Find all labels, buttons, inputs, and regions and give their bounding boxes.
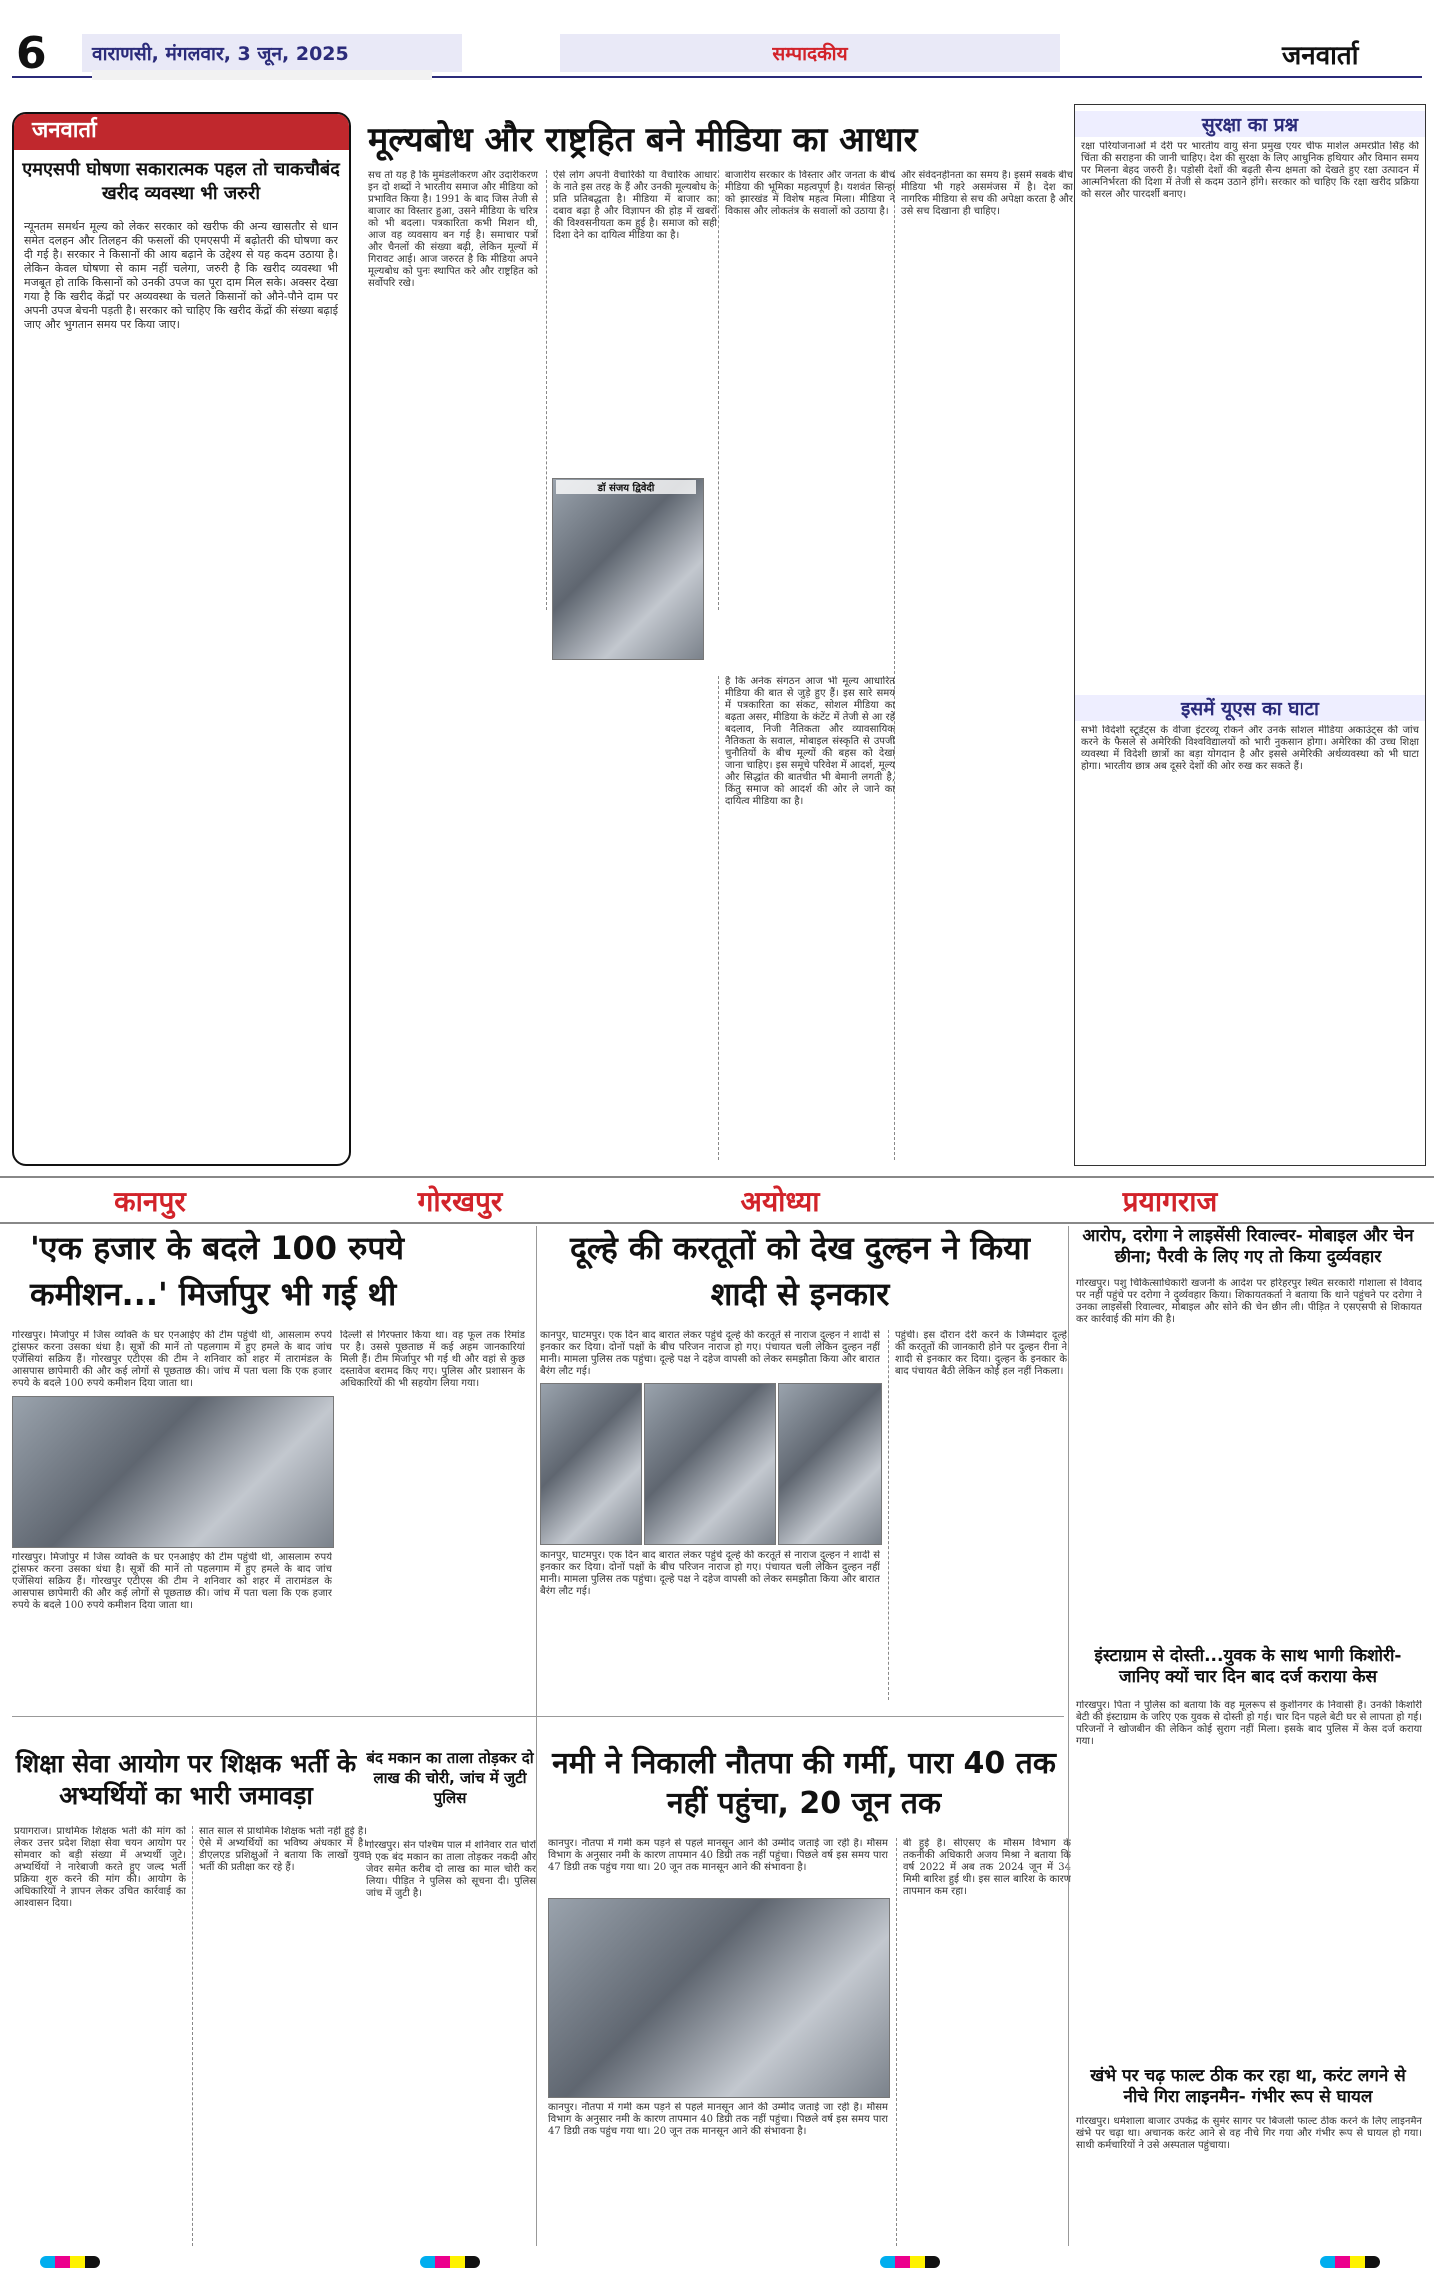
- print-marks-bar: [0, 2254, 1434, 2272]
- instagram-body: गोरखपुर। पिता ने पुलिस को बताया कि वह मूलरूप से कुशीनगर के निवासी हैं। उनकी किशोरी बेटी की इंस्टाग्राम के जरिए एक युवक से दोस्ती हो गई। चार दिन पहले बेटी घर से लापता हो गई। परिजनों ने खोजबीन की लेकिन कोई सुराग नहीं मिला। इसके बाद पुलिस में केस दर्ज कराया गया।: [1076, 1700, 1422, 1747]
- editorial-col-4: और संवेदनहीनता का समय है। इसमें सबके बीच मीडिया भी गहरे असमंजस में है। देश का नागरिक मीडिया से सच की अपेक्षा करता है और उसे सच दिखाना ही चाहिए।: [894, 170, 1073, 1160]
- registration-mark: [1320, 2256, 1380, 2268]
- lower-divider-2: [1068, 1226, 1069, 2246]
- left-box-label: जनवार्ता: [12, 112, 351, 150]
- teacher-body-2: सात साल से प्राथमिक शिक्षक भर्ती नहीं हुई है। ऐसे में अभ्यर्थियों का भविष्य अंधकार में है। डीएलएड प्रशिक्षुओं ने बताया कि लाखों युवा भर्ती की प्रतीक्षा कर रहे हैं।: [192, 1826, 367, 2246]
- commission-body: गोरखपुर। मिर्जापुर में जिस व्यक्ति के घर एनआईए की टीम पहुंची थी, आसलाम रुपये ट्रांसफर करना उसका धंधा है। सूत्रों की मानें तो पहलगाम में हुए हमले के बाद जांच एजेंसियां सक्रिय हैं। गोरखपुर एटीएस की टीम ने शनिवार को शहर में तारामंडल के आसपास छापेमारी की और कई लोगों से पूछताछ की। जांच में पता चला कि एक हजार रुपये के बदले 100 रुपये कमीशन दिया जाता था।: [12, 1330, 332, 1389]
- registration-mark: [880, 2256, 940, 2268]
- editorial-lower-text: है कि अनेक संगठन आज भी मूल्य आधारित मीडिया की बात से जुड़े हुए हैं। इस सारे समय में पत्रकारिता का संकट, सोशल मीडिया का बढ़ता असर, मीडिया के कंटेंट में तेजी से आ रहे बदलाव, निजी नैतिकता और व्यावसायिक नैतिकता के सवाल, मोबाइल संस्कृति से उपजी चुनौतियों के बीच मूल्यों की बहस को देखा जाना चाहिए। इस समूचे परिवेश में आदर्श, मूल्य और सिद्धांत की बातचीत भी बेमानी लगती है, किंतु समाज को आदर्श की ओर ले जाने का दायित्व मीडिया का है।: [718, 676, 895, 1160]
- groom-photo-bride: [540, 1383, 642, 1545]
- page-number: 6: [16, 28, 47, 79]
- electric-headline: खंभे पर चढ़ फाल्ट ठीक कर रहा था, करंट लगने से नीचे गिरा लाइनमैन- गंभीर रूप से घायल: [1090, 2066, 1406, 2107]
- right-box-body-1: रक्षा परियोजनाओं में देरी पर भारतीय वायु सेना प्रमुख एयर चीफ मार्शल अमरप्रीत सिंह की चिंता की सराहना की जानी चाहिए। देश की सुरक्षा के लिए आधुनिक हथियार और विमान समय पर मिलना बेहद जरुरी है। पड़ोसी देशों की बढ़ती सैन्य क्षमता को देखते हुए रक्षा उत्पादन में आत्मनिर्भरता की दिशा में तेजी से कदम उठाने होंगे। सरकार को चाहिए कि रक्षा खरीद प्रक्रिया को सरल और पारदर्शी बनाए।: [1081, 141, 1419, 200]
- brand-title: जनवार्ता: [1282, 41, 1359, 71]
- instagram-headline: इंस्टाग्राम से दोस्ती...युवक के साथ भागी किशोरी- जानिए क्यों चार दिन बाद दर्ज कराया केस: [1094, 1646, 1402, 1687]
- commission-body-2: दिल्ली से गिरफ्तार किया था। वह फूल तक रिमांड पर है। उससे पूछताछ में कई अहम जानकारियां मिली हैं। टीम मिर्जापुर भी गई थी और वहां से कुछ दस्तावेज बरामद किए गए। पुलिस और प्रशासन के अधिकारियों की भी सहयोग लिया गया।: [340, 1330, 525, 1389]
- prayagraj-headline: आरोप, दरोगा ने लाइसेंसी रिवाल्वर- मोबाइल और चेन छीना; पैरवी के लिए गए तो किया दुर्व्यवहार: [1082, 1226, 1414, 1267]
- left-box-body: न्यूनतम समर्थन मूल्य को लेकर सरकार को खरीफ की अन्य खासतौर से धान समेत दलहन और तिलहन की फसलों की एमएसपी में बढ़ोतरी की घोषणा कर दी गई है। सरकार ने किसानों की आय बढ़ाने के उद्देश्य से यह कदम उठाया है। लेकिन केवल घोषणा से काम नहीं चलेगा, जरुरी है कि खरीद व्यवस्था भी मजबूत हो ताकि किसानों को उनकी उपज का पूरा दाम मिल सके। अक्सर देखा गया है कि खरीद केंद्रों पर अव्यवस्था के चलते किसानों को औने-पौने दाम पर अपनी उपज बेचनी पड़ती है। सरकार को चाहिए कि खरीद केंद्रों की संख्या बढ़ाई जाए और भुगतान समय पर किया जाए।: [24, 220, 338, 331]
- right-box-body-2: सभी विदेशी स्टूडेंट्स के वीजा इंटरव्यू रोकने और उनके सोशल मीडिया अकाउंट्स की जांच करने के फैसले से अमेरिकी विश्वविद्यालयों को भारी नुकसान होगा। अमेरिका की उच्च शिक्षा व्यवस्था में विदेशी छात्रों का बड़ा योगदान है और इससे अमेरिकी अर्थव्यवस्था को भी घाटा होगा। भारतीय छात्र अब दूसरे देशों की ओर रुख कर सकते हैं।: [1081, 725, 1419, 772]
- lower-divider-1: [536, 1226, 537, 2246]
- section-title: सम्पादकीय: [560, 34, 1060, 72]
- heat-body-lower: कानपुर। नौतपा में गर्मी कम पड़ने से पहले मानसून आने की उम्मीद जताई जा रही है। मौसम विभाग के अनुसार नमी के कारण तापमान 40 डिग्री तक नहीं पहुंचा। पिछले वर्ष इस समय पारा 47 डिग्री तक पहुंच गया था। 20 जून तक मानसून आने की संभावना है।: [548, 2102, 888, 2137]
- heat-body: कानपुर। नौतपा में गर्मी कम पड़ने से पहले मानसून आने की उम्मीद जताई जा रही है। मौसम विभाग के अनुसार नमी के कारण तापमान 40 डिग्री तक नहीं पहुंचा। पिछले वर्ष इस समय पारा 47 डिग्री तक पहुंच गया था। 20 जून तक मानसून आने की संभावना है।: [548, 1838, 888, 1873]
- teacher-headline: शिक्षा सेवा आयोग पर शिक्षक भर्ती के अभ्यर्थियों का भारी जमावड़ा: [15, 1749, 357, 1810]
- right-box: [1074, 104, 1426, 1166]
- groom-headline: दूल्हे की करतूतों को देख दुल्हन ने किया शादी से इनकार: [569, 1229, 1031, 1313]
- theft-headline: बंद मकान का ताला तोड़कर दो लाख की चोरी, जांच में जुटी पुलिस: [366, 1749, 534, 1807]
- left-editorial-box: [12, 112, 351, 1166]
- right-box-headline-1: सुरक्षा का प्रश्न: [1075, 111, 1425, 137]
- theft-body: गोरखपुर। सेन पश्चिम पाल में शनिवार रात चोरों ने एक बंद मकान का ताला तोड़कर नकदी और जेवर समेत करीब दो लाख का माल चोरी कर लिया। पीड़ित ने पुलिस को सूचना दी। पुलिस जांच में जुटी है।: [366, 1840, 536, 1899]
- groom-body: कानपुर, घाटमपुर। एक दिन बाद बारात लेकर पहुंचे दूल्हे की करतूतें से नाराज दुल्हन ने शादी से इनकार कर दिया। दोनों पक्षों के बीच परिजन नाराज हो गए। पंचायत चली लेकिन दुल्हन नहीं मानी। मामला पुलिस तक पहुंचा। दूल्हे पक्ष ने दहेज वापसी को लेकर समझौता किया और बारात बैरंग लौट गई।: [540, 1330, 880, 1377]
- groom-photo-groom: [778, 1383, 882, 1545]
- dateline: वाराणसी, मंगलवार, 3 जून, 2025: [82, 34, 462, 72]
- groom-body-2: पहुंची। इस दौरान देरी करने के जिम्मेदार दूल्हे की करतूतों की जानकारी होने पर दुल्हन रीना ने शादी से इनकार कर दिया। दुल्हन के इनकार के बाद पंचायत बैठी लेकिन कोई हल नहीं निकला।: [888, 1330, 1067, 1700]
- commission-photo: [12, 1396, 334, 1548]
- row-divider: [12, 1716, 1064, 1717]
- teacher-body: प्रयागराज। प्राथमिक शिक्षक भर्ती की मांग को लेकर उत्तर प्रदेश शिक्षा सेवा चयन आयोग पर सोमवार को बड़ी संख्या में अभ्यर्थी जुटे। अभ्यर्थियों ने नारेबाजी करते हुए जल्द भर्ती प्रक्रिया शुरु करने की मांग की। आयोग के अधिकारियों ने ज्ञापन लेकर उचित कार्रवाई का आश्वासन दिया।: [14, 1826, 186, 1909]
- left-box-headline: एमएसपी घोषणा सकारात्मक पहल तो चाकचौबंद खरीद व्यवस्था भी जरुरी: [22, 159, 340, 204]
- editorial-headline: मूल्यबोध और राष्ट्रहित बने मीडिया का आधार: [368, 120, 918, 160]
- electric-body: गोरखपुर। धर्मशाला बाजार उपकेंद्र के सुमेर सागर पर बिजली फाल्ट ठीक करने के लिए लाइनमैन खंभे पर चढ़ा था। अचानक करंट आने से वह नीचे गिर गया और गंभीर रूप से घायल हो गया। साथी कर्मचारियों ने उसे अस्पताल पहुंचाया।: [1076, 2116, 1422, 2151]
- right-box-headline-2: इसमें यूएस का घाटा: [1075, 695, 1425, 721]
- editorial-col-3: बाजारीय सरकार के विस्तार और जनता के बीच मीडिया की भूमिका महत्वपूर्ण है। यशवंत सिन्हा को झारखंड में विशेष महत्व मिला। मीडिया ने विकास और लोकतंत्र के सवालों को उठाया है।: [718, 170, 895, 610]
- groom-body-lower: कानपुर, घाटमपुर। एक दिन बाद बारात लेकर पहुंचे दूल्हे की करतूतें से नाराज दुल्हन ने शादी से इनकार कर दिया। दोनों पक्षों के बीच परिजन नाराज हो गए। पंचायत चली लेकिन दुल्हन नहीं मानी। मामला पुलिस तक पहुंचा। दूल्हे पक्ष ने दहेज वापसी को लेकर समझौता किया और बारात बैरंग लौट गई।: [540, 1550, 880, 1597]
- page-masthead: [12, 28, 1422, 78]
- registration-mark: [420, 2256, 480, 2268]
- heat-body-2: बी हुई है। सीएसए के मौसम विभाग के तकनीकी अधिकारी अजय मिश्रा ने बताया कि वर्ष 2022 में अब तक 2024 जून में 34 मिमी बारिश हुई थी। इस साल बारिश के कारण तापमान कम रहा।: [896, 1838, 1071, 2246]
- city-label-1: कानपुर: [114, 1185, 186, 1218]
- city-label-3: अयोध्या: [740, 1185, 820, 1218]
- registration-mark: [40, 2256, 100, 2268]
- editorial-col-2: ऐसे लोग अपनी वैचारिकी या वैचारिक आधार के नाते इस तरह के हैं और उनकी मूल्यबोध के प्रति प्रतिबद्धता है। मीडिया में बाजार का दबाव बढ़ा है और विज्ञापन की होड़ में खबरों की विश्वसनीयता कम हुई है। समाज को सही दिशा देने का दायित्व मीडिया का है।: [546, 170, 717, 610]
- groom-photo-car: [644, 1383, 776, 1545]
- commission-body-lower: गोरखपुर। मिर्जापुर में जिस व्यक्ति के घर एनआईए की टीम पहुंची थी, आसलाम रुपये ट्रांसफर करना उसका धंधा है। सूत्रों की मानें तो पहलगाम में हुए हमले के बाद जांच एजेंसियां सक्रिय हैं। गोरखपुर एटीएस की टीम ने शनिवार को शहर में तारामंडल के आसपास छापेमारी की और कई लोगों से पूछताछ की। जांच में पता चला कि एक हजार रुपये के बदले 100 रुपये कमीशन दिया जाता था।: [12, 1552, 332, 1611]
- city-label-4: प्रयागराज: [1122, 1185, 1218, 1218]
- city-strip: [0, 1176, 1434, 1224]
- heat-photo: [548, 1898, 890, 2098]
- editorial-col-1: सच तो यह है कि मुमंडलीकरण और उदारीकरण इन दो शब्दों ने भारतीय समाज और मीडिया को प्रभावित किया है। 1991 के बाद जिस तेजी से बाजार का विस्तार हुआ, उसने मीडिया के चरित्र को भी बदला। पत्रकारिता कभी मिशन थी, आज वह व्यवसाय बन गई है। समाचार पत्रों और चैनलों की संख्या बढ़ी, लेकिन मूल्यों में गिरावट आई। आज जरुरत है कि मीडिया अपने मूल्यबोध को पुनः स्थापित करे और राष्ट्रहित को सर्वोपरि रखे।: [368, 170, 538, 289]
- commission-headline: 'एक हजार के बदले 100 रुपये कमीशन...' मिर्जापुर भी गई थी: [30, 1229, 405, 1313]
- heat-headline: नमी ने निकाली नौतपा की गर्मी, पारा 40 तक नहीं पहुंचा, 20 जून तक: [552, 1746, 1056, 1821]
- city-label-2: गोरखपुर: [417, 1185, 503, 1218]
- dateline-ghost: [92, 70, 432, 80]
- editorial-author-image: [552, 478, 704, 660]
- editorial-image-caption: डॉ संजय द्विवेदी: [556, 480, 696, 494]
- prayagraj-body: गोरखपुर। पशु चिकित्साधिकारी खजनी के आदेश पर हरिहरपुर स्थित सरकारी गोशाला से विवाद पर नहीं पहुंचे पर दरोगा ने दुर्व्यवहार किया। शिकायतकर्ता ने बताया कि थाने पहुंचने पर दरोगा ने उनका लाइसेंसी रिवाल्वर, मोबाइल और सोने की चेन छीन ली। पीड़ित ने एसएसपी से शिकायत कर कार्रवाई की मांग की है।: [1076, 1278, 1422, 1325]
